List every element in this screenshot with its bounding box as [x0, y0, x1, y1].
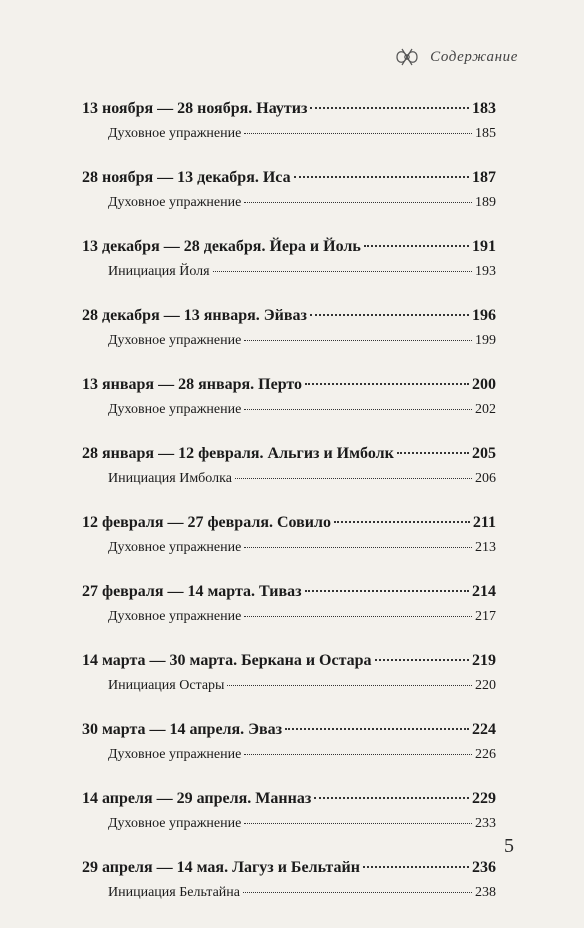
toc-chapter-row[interactable] — [82, 307, 496, 331]
chapter-page: 187 — [472, 169, 496, 186]
dot-leader — [397, 452, 469, 454]
toc-subsection-row[interactable] — [82, 816, 496, 839]
toc-subsection-row[interactable] — [82, 402, 496, 425]
toc-entry — [82, 859, 496, 908]
subsection-title: Духовное упражнение — [108, 195, 242, 210]
subsection-title: Духовное упражнение — [108, 126, 242, 141]
toc-entry — [82, 583, 496, 632]
chapter-page: 236 — [472, 859, 496, 876]
subsection-page: 220 — [475, 678, 496, 693]
subsection-page: 217 — [475, 609, 496, 624]
toc-subsection-row[interactable] — [82, 885, 496, 908]
toc-subsection-row[interactable] — [82, 540, 496, 563]
dot-leader — [364, 245, 469, 247]
subsection-page: 185 — [475, 126, 496, 141]
toc-chapter-row[interactable] — [82, 169, 496, 193]
toc-chapter-row[interactable] — [82, 583, 496, 607]
chapter-title: 28 ноября — 13 декабря. Иса — [82, 169, 291, 186]
page-number: 5 — [504, 835, 514, 857]
chapter-title: 30 марта — 14 апреля. Эваз — [82, 721, 283, 738]
toc-entry — [82, 445, 496, 494]
chapter-title: 14 апреля — 29 апреля. Манназ — [82, 790, 312, 807]
dot-leader — [235, 478, 472, 479]
toc-chapter-row[interactable] — [82, 100, 496, 124]
chapter-title: 28 января — 12 февраля. Альгиз и Имболк — [82, 445, 394, 462]
chapter-title: 13 января — 28 января. Перто — [82, 376, 303, 393]
dot-leader — [244, 754, 472, 755]
chapter-page: 229 — [472, 790, 496, 807]
dot-leader — [310, 107, 469, 109]
subsection-title: Инициация Остары — [108, 678, 225, 693]
subsection-title: Инициация Йоля — [108, 264, 210, 279]
subsection-title: Духовное упражнение — [108, 540, 242, 555]
dot-leader — [294, 176, 469, 178]
dot-leader — [244, 409, 472, 410]
toc-chapter-row[interactable] — [82, 859, 496, 883]
chapter-page: 191 — [472, 238, 496, 255]
toc-chapter-row[interactable] — [82, 376, 496, 400]
chapter-title: 29 апреля — 14 мая. Лагуз и Бельтайн — [82, 859, 360, 876]
toc-entry — [82, 721, 496, 770]
subsection-title: Инициация Имболка — [108, 471, 232, 486]
dot-leader — [363, 866, 469, 868]
dot-leader — [305, 590, 469, 592]
toc-entry — [82, 376, 496, 425]
dot-leader — [305, 383, 469, 385]
subsection-title: Духовное упражнение — [108, 816, 242, 831]
table-of-contents — [82, 100, 496, 928]
running-header — [394, 46, 518, 68]
dot-leader — [285, 728, 469, 730]
subsection-title: Духовное упражнение — [108, 333, 242, 348]
toc-subsection-row[interactable] — [82, 126, 496, 149]
dot-leader — [213, 271, 472, 272]
subsection-title: Духовное упражнение — [108, 609, 242, 624]
dot-leader — [334, 521, 470, 523]
subsection-page: 233 — [475, 816, 496, 831]
toc-chapter-row[interactable] — [82, 721, 496, 745]
subsection-page: 202 — [475, 402, 496, 417]
dot-leader — [244, 340, 472, 341]
dot-leader — [244, 133, 472, 134]
subsection-title: Духовное упражнение — [108, 747, 242, 762]
toc-entry — [82, 238, 496, 287]
toc-subsection-row[interactable] — [82, 264, 496, 287]
dot-leader — [227, 685, 472, 686]
chapter-title: 13 декабря — 28 декабря. Йера и Йоль — [82, 238, 361, 255]
dot-leader — [244, 823, 472, 824]
toc-chapter-row[interactable] — [82, 238, 496, 262]
toc-entry — [82, 169, 496, 218]
toc-chapter-row[interactable] — [82, 790, 496, 814]
chapter-page: 200 — [472, 376, 496, 393]
chapter-page: 224 — [472, 721, 496, 738]
dot-leader — [314, 797, 469, 799]
toc-subsection-row[interactable] — [82, 471, 496, 494]
chapter-page: 183 — [472, 100, 496, 117]
toc-entry — [82, 100, 496, 149]
toc-subsection-row[interactable] — [82, 678, 496, 701]
toc-entry — [82, 307, 496, 356]
subsection-page: 193 — [475, 264, 496, 279]
chapter-title: 13 ноября — 28 ноября. Наутиз — [82, 100, 308, 117]
chapter-page: 211 — [472, 514, 496, 531]
toc-subsection-row[interactable] — [82, 333, 496, 356]
toc-subsection-row[interactable] — [82, 747, 496, 770]
dot-leader — [244, 202, 472, 203]
subsection-page: 199 — [475, 333, 496, 348]
dot-leader — [310, 314, 469, 316]
chapter-title: 14 марта — 30 марта. Беркана и Остара — [82, 652, 372, 669]
toc-entry — [82, 652, 496, 701]
toc-subsection-row[interactable] — [82, 609, 496, 632]
subsection-page: 206 — [475, 471, 496, 486]
dot-leader — [243, 892, 472, 893]
dot-leader — [244, 616, 472, 617]
toc-entry — [82, 514, 496, 563]
subsection-page: 213 — [475, 540, 496, 555]
subsection-page: 226 — [475, 747, 496, 762]
subsection-title: Духовное упражнение — [108, 402, 242, 417]
chapter-title: 28 декабря — 13 января. Эйваз — [82, 307, 307, 324]
chapter-page: 205 — [472, 445, 496, 462]
subsection-page: 189 — [475, 195, 496, 210]
chapter-page: 219 — [472, 652, 496, 669]
toc-entry — [82, 790, 496, 839]
chapter-page: 214 — [472, 583, 496, 600]
toc-chapter-row[interactable] — [82, 652, 496, 676]
chapter-title: 27 февраля — 14 марта. Тиваз — [82, 583, 302, 600]
toc-chapter-row[interactable] — [82, 514, 496, 538]
knot-ornament-icon — [394, 46, 420, 68]
dot-leader — [375, 659, 469, 661]
subsection-page: 238 — [475, 885, 496, 900]
subsection-title: Инициация Бельтайна — [108, 885, 241, 900]
header-title: Содержание — [430, 48, 518, 65]
toc-subsection-row[interactable] — [82, 195, 496, 218]
chapter-page: 196 — [472, 307, 496, 324]
toc-chapter-row[interactable] — [82, 445, 496, 469]
dot-leader — [244, 547, 472, 548]
chapter-title: 12 февраля — 27 февраля. Совило — [82, 514, 331, 531]
